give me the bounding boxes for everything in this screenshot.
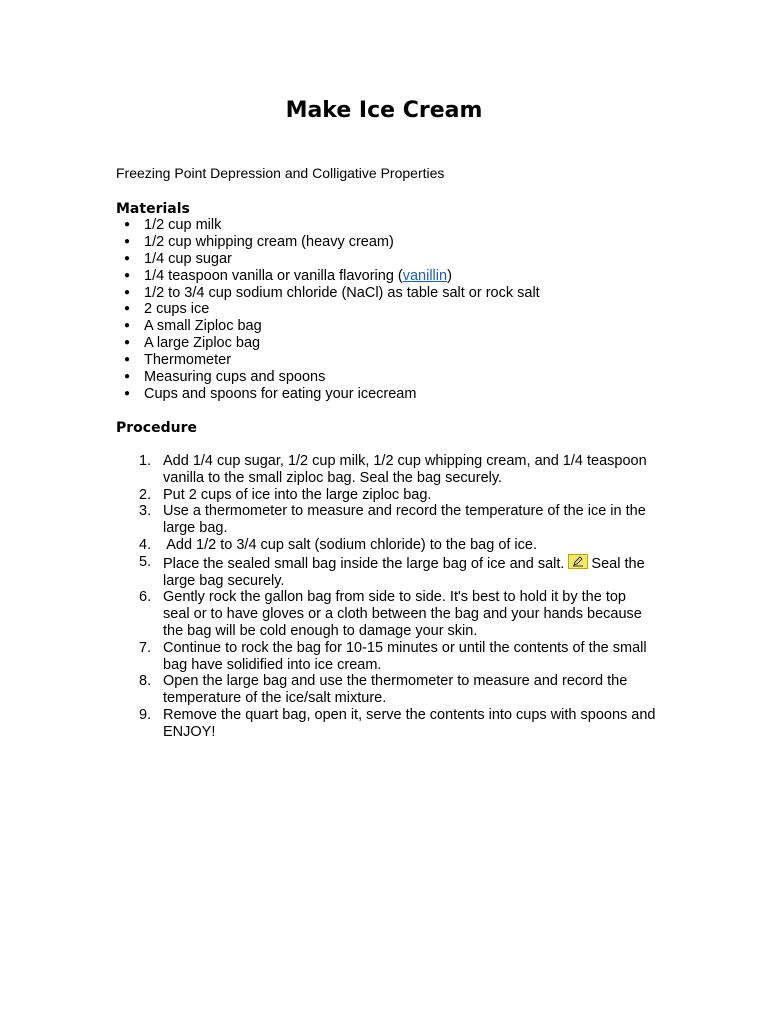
step-text: Place the sealed small bag inside the large bag of ice and salt. xyxy=(163,555,565,572)
step-number: 3. xyxy=(139,503,152,520)
list-item-text: 2 cups ice xyxy=(144,301,210,318)
procedure-step xyxy=(116,503,656,537)
procedure-list xyxy=(116,453,656,741)
step-text: Remove the quart bag, open it, serve the contents into cups with spoons and ENJOY! xyxy=(163,706,656,740)
step-number: 9. xyxy=(139,706,152,723)
list-item xyxy=(116,369,676,386)
step-text: Open the large bag and use the thermometer to measure and record the temperature of the ice/salt mixture. xyxy=(163,673,628,707)
list-item-text: 1/2 cup whipping cream (heavy cream) xyxy=(144,233,394,250)
vanillin-link[interactable]: vanillin xyxy=(402,267,448,284)
bullet-icon: ● xyxy=(124,286,131,298)
step-text: Continue to rock the bag for 10-15 minutes or until the contents of the small bag have solidified into ice cream. xyxy=(163,639,647,673)
list-item-text: 1/4 teaspoon vanilla or vanilla flavoring ( xyxy=(144,267,403,284)
bullet-icon: ● xyxy=(124,303,131,315)
list-item xyxy=(116,285,676,302)
procedure-step xyxy=(116,554,656,590)
list-item-text: Measuring cups and spoons xyxy=(144,369,326,386)
step-number: 2. xyxy=(139,486,152,503)
step-text-after: Seal the large bag securely. xyxy=(163,555,645,589)
bullet-icon: ● xyxy=(124,252,131,264)
list-item-text: 1/2 to 3/4 cup sodium chloride (NaCl) as table salt or rock salt xyxy=(144,284,540,301)
step-text: Add 1/2 to 3/4 cup salt (sodium chloride) to the bag of ice. xyxy=(163,536,537,553)
procedure-step xyxy=(116,453,656,487)
bullet-icon: ● xyxy=(124,235,131,247)
procedure-step xyxy=(116,537,656,554)
list-item xyxy=(116,318,676,335)
procedure-heading: Procedure xyxy=(116,420,197,436)
list-item xyxy=(116,234,676,251)
step-number: 4. xyxy=(139,536,152,553)
step-number: 7. xyxy=(139,639,152,656)
bullet-icon: ● xyxy=(124,219,131,230)
list-item-text: A small Ziploc bag xyxy=(144,318,262,335)
bullet-icon: ● xyxy=(124,320,131,332)
list-item xyxy=(116,268,676,285)
list-item xyxy=(116,386,676,403)
list-item xyxy=(116,352,676,369)
procedure-step xyxy=(116,487,656,504)
list-item-text: A large Ziploc bag xyxy=(144,335,261,352)
list-item xyxy=(116,335,676,352)
list-item xyxy=(116,251,676,268)
list-item-text-close: ) xyxy=(447,267,452,284)
list-item-text: 1/4 cup sugar xyxy=(144,250,232,267)
bullet-icon: ● xyxy=(124,387,131,399)
page-title: Make Ice Cream xyxy=(285,98,483,123)
bullet-icon: ● xyxy=(124,371,131,383)
list-item-text: 1/2 cup milk xyxy=(144,217,222,233)
edit-note-icon[interactable] xyxy=(568,554,588,569)
procedure-step xyxy=(116,589,656,639)
step-text: Gently rock the gallon bag from side to side. It's best to hold it by the top seal or to have gloves or a cloth between the bag and your hands because the bag will be cold enough to damage your skin. xyxy=(163,589,642,639)
list-item xyxy=(116,217,676,234)
step-number: 1. xyxy=(139,453,152,469)
materials-heading: Materials xyxy=(116,201,190,217)
step-number: 5. xyxy=(139,553,152,570)
bullet-icon: ● xyxy=(124,269,131,281)
step-text: Add 1/4 cup sugar, 1/2 cup milk, 1/2 cup whipping cream, and 1/4 teaspoon vanilla to the small ziploc bag. Seal the bag securely. xyxy=(163,453,647,486)
page-subtitle: Freezing Point Depression and Colligative Properties xyxy=(116,165,445,181)
materials-list xyxy=(116,217,676,403)
procedure-step xyxy=(116,707,656,741)
step-text: Use a thermometer to measure and record the temperature of the ice in the large bag. xyxy=(163,503,646,537)
procedure-step xyxy=(116,673,656,707)
step-number: 8. xyxy=(139,673,152,690)
bullet-icon: ● xyxy=(124,354,131,366)
step-number: 6. xyxy=(139,589,152,606)
list-item-text: Thermometer xyxy=(144,352,232,369)
procedure-step xyxy=(116,640,656,674)
bullet-icon: ● xyxy=(124,337,131,349)
step-text: Put 2 cups of ice into the large ziploc bag. xyxy=(163,486,432,503)
list-item xyxy=(116,301,676,318)
list-item-text: Cups and spoons for eating your icecream xyxy=(144,385,417,402)
